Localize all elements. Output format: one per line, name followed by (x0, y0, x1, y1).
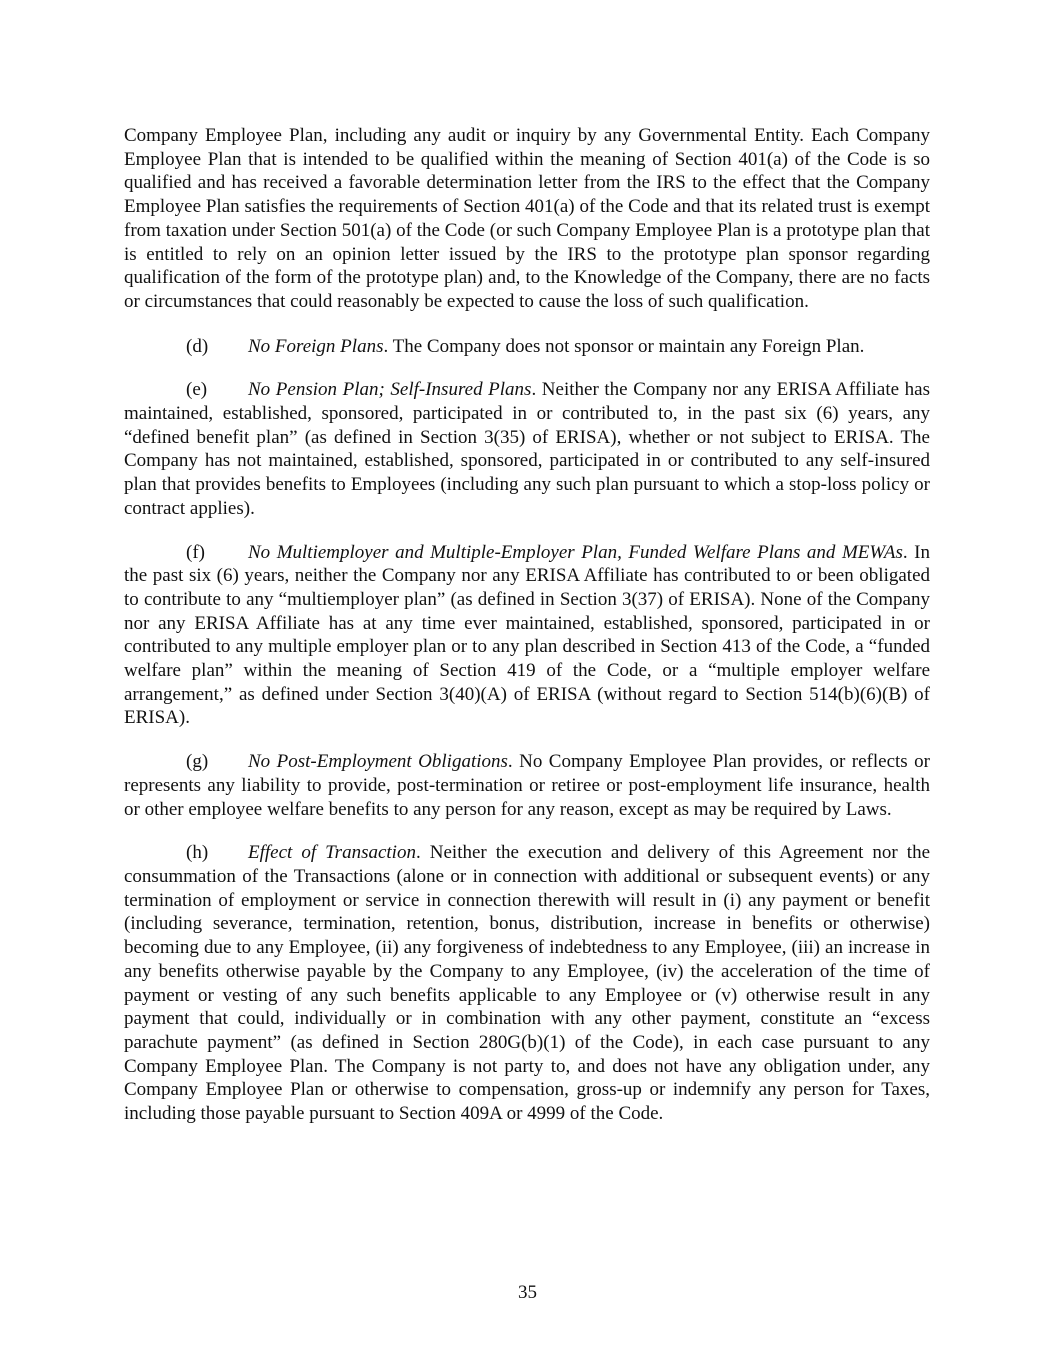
paragraph-text: . No Company Employee Plan provides, or reflects or represents any liability to provide, post-termination or retiree or post-employment life insurance, health or other employee welfare benefits to any person for any reason, except as may be required by Laws. (124, 751, 930, 820)
paragraph-f (124, 541, 930, 731)
section-heading: No Pension Plan; Self-Insured Plans (248, 379, 532, 401)
page-number: 35 (518, 1282, 537, 1303)
document-page (124, 124, 930, 1146)
section-heading: Effect of Transaction (248, 842, 416, 864)
paragraph-text: . In the past six (6) years, neither the Company nor any ERISA Affiliate has contributed to or been obligated to contribute to any “multiemployer plan” (as defined in Section 3(37) of ERISA). None of the Company nor any ERISA Affiliate has at any time ever maintained, established, sponsored, participated in or contributed to any multiple employer plan or to any plan described in Section 413 of the Code, a “funded welfare plan” within the meaning of Section 419 of the Code, or a “multiple employer welfare arrangement,” as defined under Section 3(40)(A) of ERISA (without regard to Section 514(b)(6)(B) of ERISA). (124, 541, 931, 729)
section-heading: No Post-Employment Obligations (248, 751, 508, 773)
section-heading: No Multiemployer and Multiple-Employer Plan, Funded Welfare Plans and MEWAs (248, 541, 903, 563)
section-marker: (e) (186, 379, 208, 401)
paragraph-d (124, 335, 930, 359)
paragraph-text: . The Company does not sponsor or maintain any Foreign Plan. (383, 335, 865, 357)
paragraph-g (124, 750, 930, 821)
section-heading: No Foreign Plans (248, 335, 384, 357)
paragraph-e (124, 378, 930, 520)
section-marker: (h) (186, 842, 209, 864)
paragraph-h (124, 841, 930, 1125)
paragraph-text: . Neither the Company nor any ERISA Affiliate has maintained, established, sponsored, participated in or contributed to, in the past six (6) years, any “defined benefit plan” (as defined in Section 3(35) of ERISA), whether or not subject to ERISA. The Company has not maintained, established, sponsored, participated in or contributed to any self-insured plan that provides benefits to Employees (including any such plan pursuant to which a stop-loss policy or contract applies). (124, 379, 930, 519)
paragraph-c-continued (124, 124, 930, 314)
section-marker: (g) (186, 751, 209, 773)
section-marker: (f) (186, 541, 205, 563)
section-marker: (d) (186, 335, 209, 357)
paragraph-text: Company Employee Plan, including any audit or inquiry by any Governmental Entity. Each Company Employee Plan that is intended to be qualified within the meaning of Section 401(a) of the Code is so qualified and has received a favorable determination letter from the IRS to the effect that the Company Employee Plan satisfies the requirements of Section 401(a) of the Code and that its related trust is exempt from taxation under Section 501(a) of the Code (or such Company Employee Plan is a prototype plan that is entitled to rely on an opinion letter issued by the IRS to the prototype plan sponsor regarding qualification of the form of the prototype plan) and, to the Knowledge of the Company, there are no facts or circumstances that could reasonably be expected to cause the loss of such qualification. (124, 125, 930, 312)
paragraph-text: . Neither the execution and delivery of this Agreement nor the consummation of the Transactions (alone or in connection with additional or subsequent events) or any termination of employment or service in connection therewith will result in (i) any payment or benefit (including severance, termination, retention, bonus, distribution, increase in benefits or otherwise) becoming due to any Employee, (ii) any forgiveness of indebtedness to any Employee, (iii) an increase in any benefits otherwise payable by the Company to any Employee, (iv) the acceleration of the time of payment or vesting of any such benefits applicable to any Employee or (v) otherwise result in any payment that could, individually or in combination with any other payment, constitute an “excess parachute payment” (as defined in Section 280G(b)(1) of the Code), in each case pursuant to any Company Employee Plan. The Company is not party to, and does not have any obligation under, any Company Employee Plan or otherwise to compensation, gross-up or indemnify any person for Taxes, including those payable pursuant to Section 409A or 4999 of the Code. (124, 842, 930, 1125)
